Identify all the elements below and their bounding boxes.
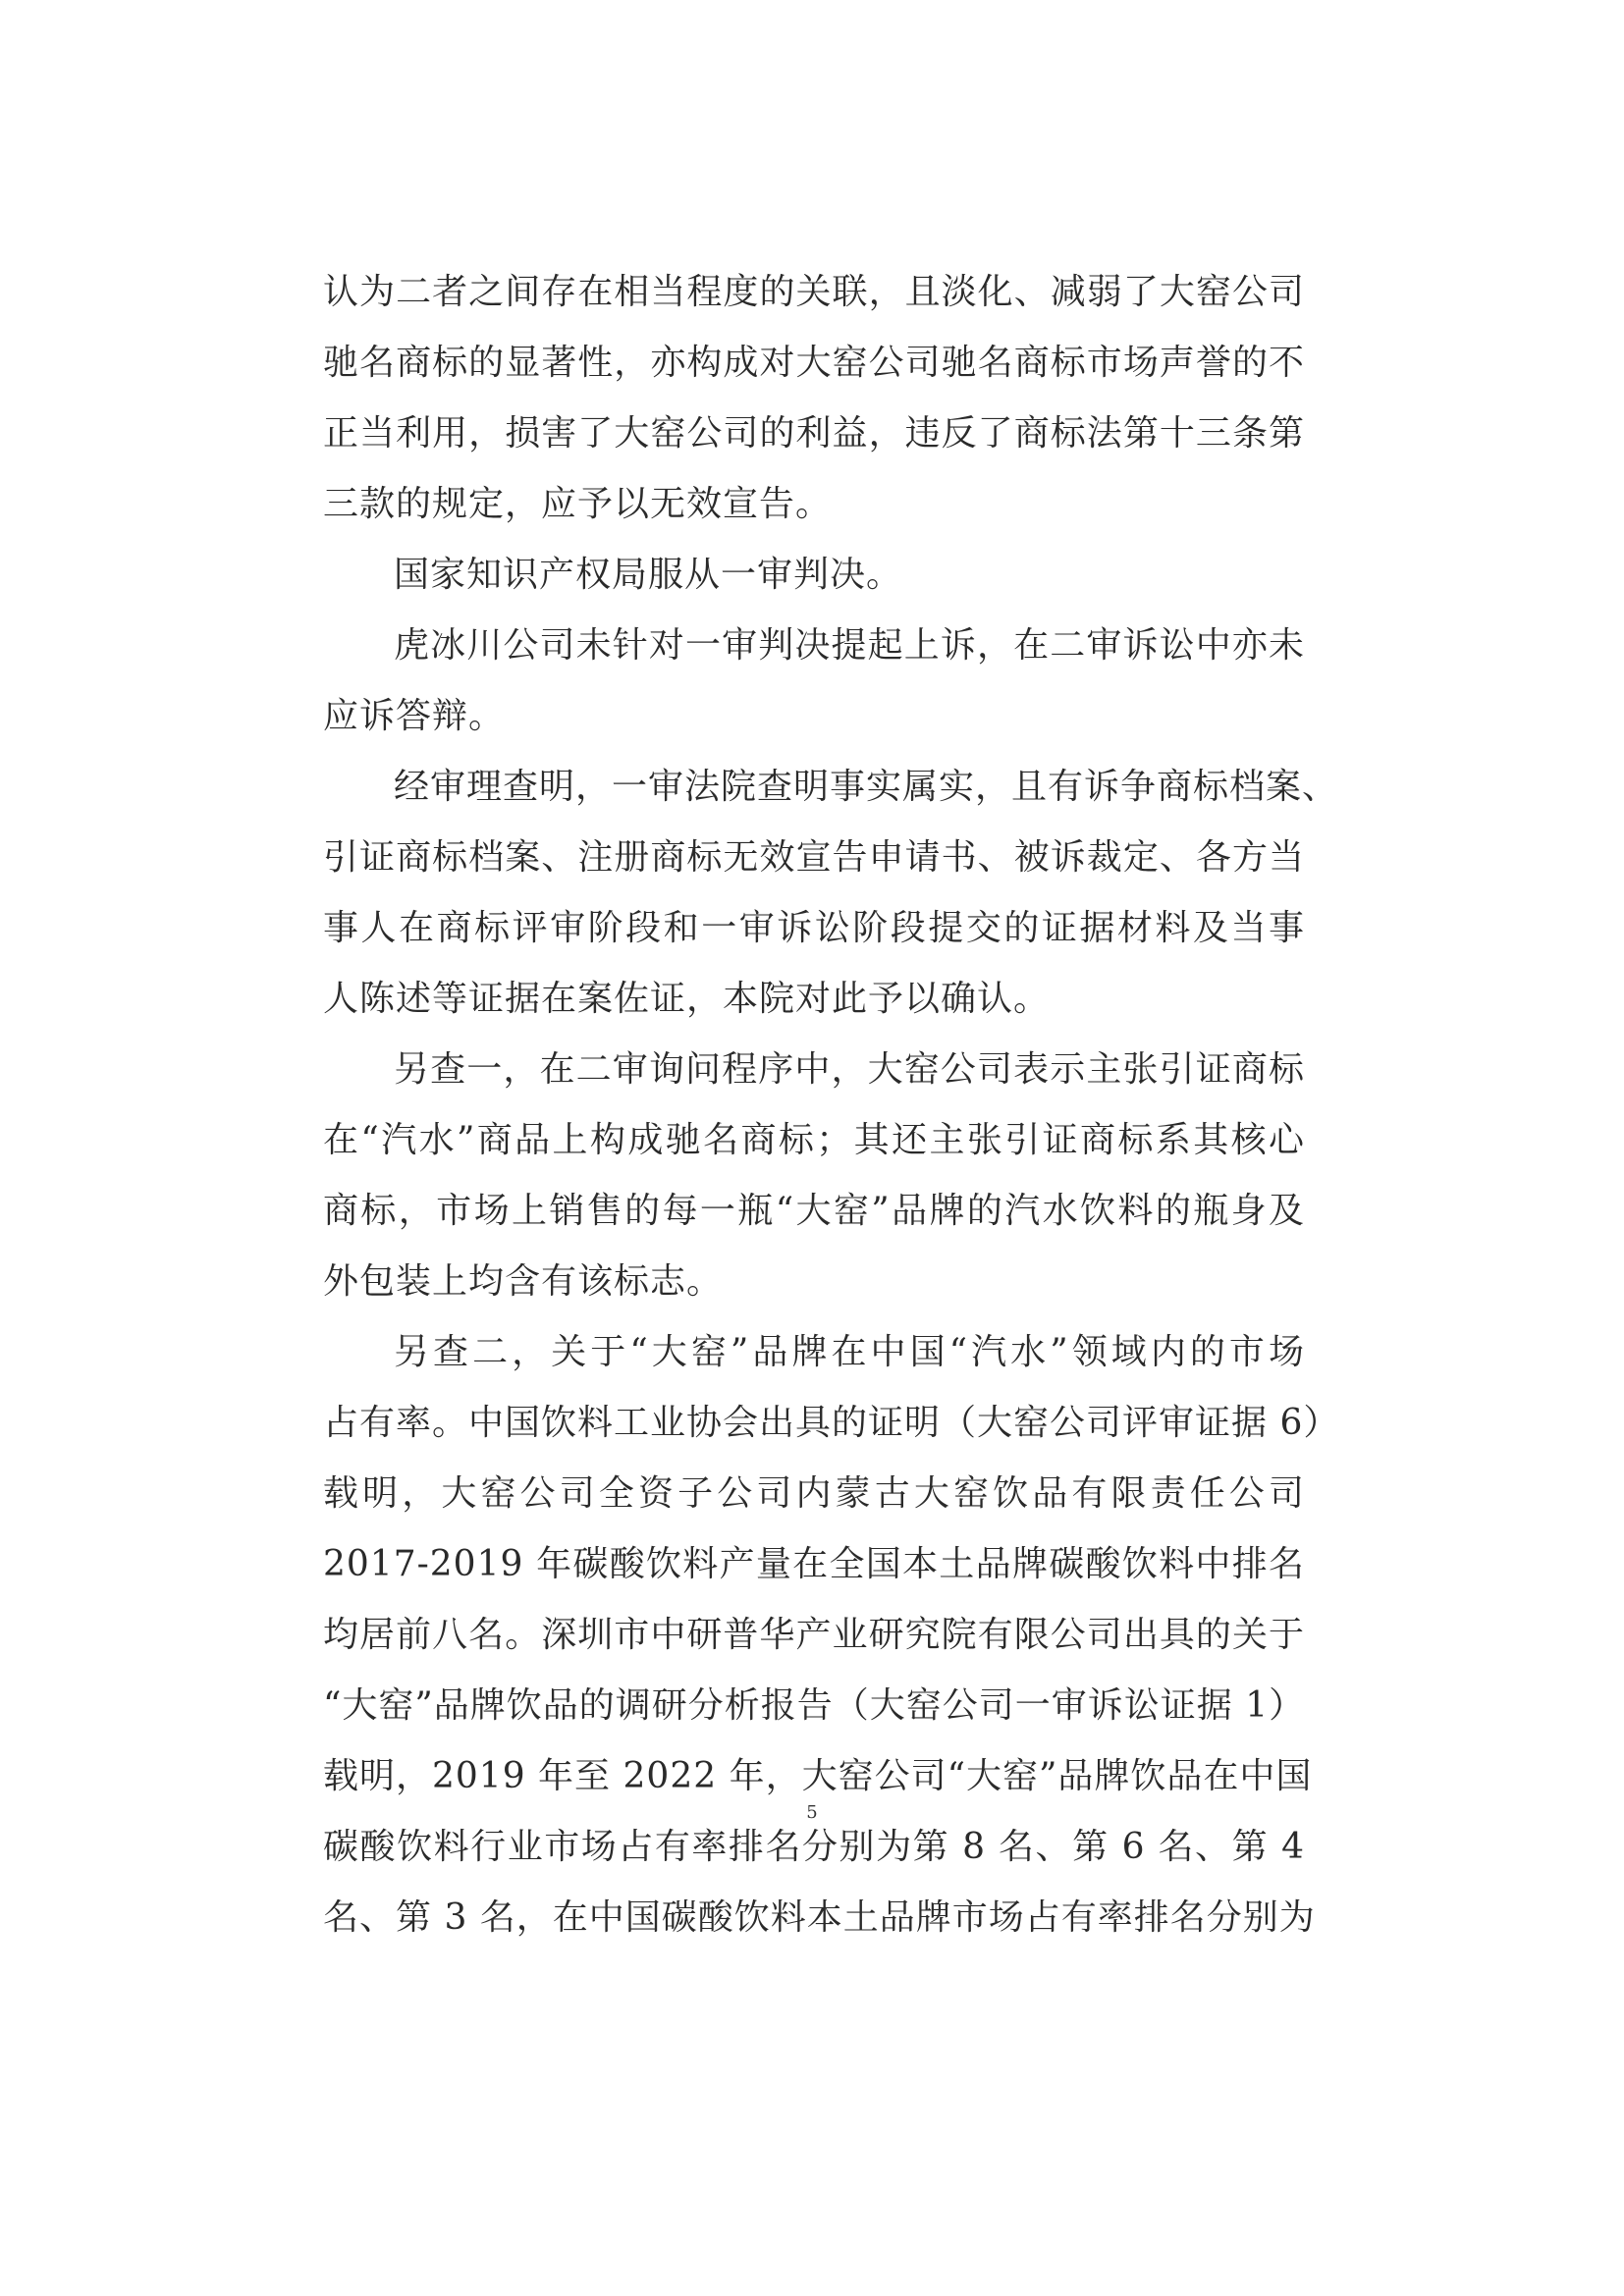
text-line: 均居前八名。深圳市中研普华产业研究院有限公司出具的关于 (323, 1615, 1305, 1655)
text-line: 2017-2019 年碳酸饮料产量在全国本土品牌碳酸饮料中排名 (323, 1544, 1305, 1584)
text-line: 引证商标档案、注册商标无效宣告申请书、被诉裁定、各方当 (323, 837, 1305, 878)
text-line: “大窑”品牌饮品的调研分析报告（大窑公司一审诉讼证据 1） (323, 1685, 1306, 1726)
page-number: 5 (806, 1802, 818, 1823)
text-line: 国家知识产权局服从一审判决。 (394, 555, 903, 595)
text-line: 人陈述等证据在案佐证，本院对此予以确认。 (323, 979, 1051, 1019)
text-line: 外包装上均含有该标志。 (323, 1261, 724, 1302)
text-line: 载明，大窑公司全资子公司内蒙古大窑饮品有限责任公司 (323, 1473, 1305, 1514)
text-line: 应诉答辩。 (323, 696, 506, 736)
text-line: 三款的规定，应予以无效宣告。 (323, 484, 833, 524)
text-line: 另查一，在二审询问程序中，大窑公司表示主张引证商标 (394, 1049, 1305, 1090)
text-line: 驰名商标的显著性，亦构成对大窑公司驰名商标市场声誉的不 (323, 343, 1305, 383)
text-line: 名、第 3 名，在中国碳酸饮料本土品牌市场占有率排名分别为 (323, 1897, 1316, 1938)
text-line: 正当利用，损害了大窑公司的利益，违反了商标法第十三条第 (323, 413, 1305, 454)
text-line: 经审理查明，一审法院查明事实属实，且有诉争商标档案、 (394, 767, 1339, 807)
body-text (323, 257, 1340, 1953)
text-line: 在“汽水”商品上构成驰名商标；其还主张引证商标系其核心 (323, 1120, 1305, 1160)
text-line: 事人在商标评审阶段和一审诉讼阶段提交的证据材料及当事 (323, 908, 1305, 948)
text-line: 占有率。中国饮料工业协会出具的证明（大窑公司评审证据 6） (323, 1403, 1340, 1443)
text-line: 虎冰川公司未针对一审判决提起上诉，在二审诉讼中亦未 (394, 625, 1305, 666)
text-line: 商标，市场上销售的每一瓶“大窑”品牌的汽水饮料的瓶身及 (323, 1191, 1305, 1231)
text-line: 载明，2019 年至 2022 年，大窑公司“大窑”品牌饮品在中国 (323, 1756, 1313, 1796)
text-line: 碳酸饮料行业市场占有率排名分别为第 8 名、第 6 名、第 4 (323, 1827, 1305, 1867)
text-line: 另查二，关于“大窑”品牌在中国“汽水”领域内的市场 (394, 1332, 1305, 1372)
text-line: 认为二者之间存在相当程度的关联，且淡化、减弱了大窑公司 (323, 272, 1305, 312)
